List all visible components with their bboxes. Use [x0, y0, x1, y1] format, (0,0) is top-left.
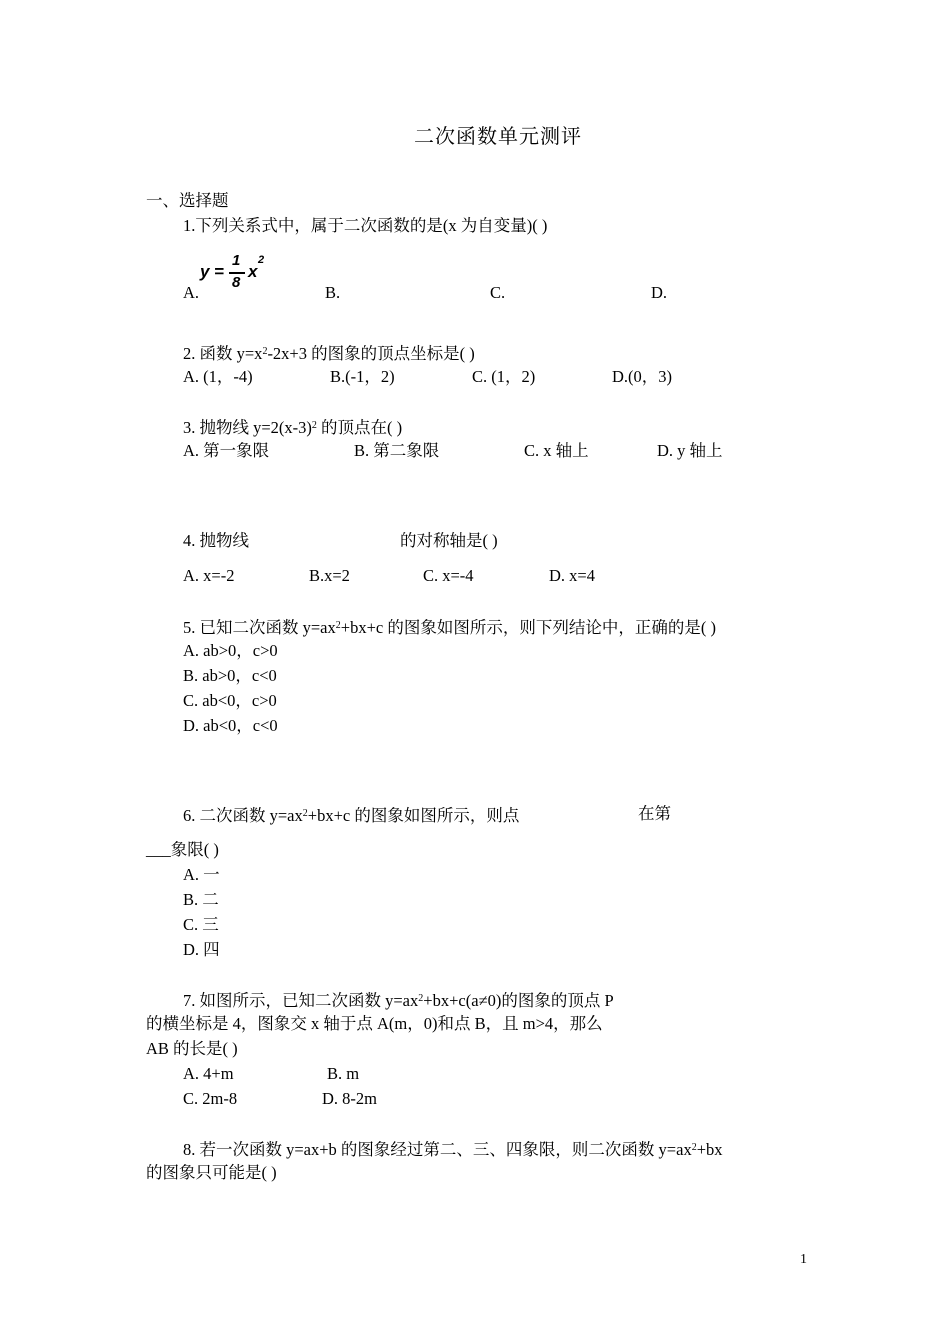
q1-option-d: D.: [651, 283, 668, 302]
q1-option-b: B.: [325, 283, 341, 302]
q7-stem-line1: 7. 如图所示，已知二次函数 $y=ax^2+bx+c(a\ne 0)$的图象的顶点 P: [183, 991, 614, 1010]
q3-option-d: D. y 轴上: [657, 441, 723, 460]
q6-option-b: B. 二: [183, 890, 219, 909]
q6-stem-line2: ___象限( ): [146, 840, 219, 859]
q2-option-d: D.(0，3): [612, 367, 673, 386]
q7-stem-line3: AB 的长是( ): [146, 1039, 238, 1058]
q3-option-a: A. 第一象限: [183, 441, 270, 460]
q7-option-c: C. 2m-8: [183, 1089, 238, 1108]
q6-option-d: D. 四: [183, 940, 220, 959]
q2-option-a: A. (1，-4): [183, 367, 253, 386]
q3-option-c: C. x 轴上: [524, 441, 589, 460]
q5-option-d: D. ab<0，c<0: [183, 716, 278, 735]
q7-option-b: B. m: [327, 1064, 360, 1083]
page-title: 二次函数单元测评: [414, 126, 582, 148]
q2-stem: 2. 函数 $y=x^2-2x+3$ 的图象的顶点坐标是( ): [183, 344, 475, 363]
q1-option-c: C.: [490, 283, 506, 302]
q4-option-a: A. x=-2: [183, 566, 235, 585]
q8-stem-line2: 的图象只可能是( ): [146, 1163, 277, 1182]
q5-option-a: A. ab>0，c>0: [183, 641, 278, 660]
q7-option-d: D. 8-2m: [322, 1089, 377, 1108]
q7-option-a: A. 4+m: [183, 1064, 234, 1083]
q2-option-c: C. (1，2): [472, 367, 536, 386]
q5-stem: 5. 已知二次函数 $y=ax^2+bx+c$ 的图象如图所示，则下列结论中，正确的是( ): [183, 618, 716, 637]
q7-stem-line2: 的横坐标是 4，图象交 x 轴于点 A(m，0)和点 B，且 m>4，那么: [146, 1014, 603, 1033]
section-heading: 一、选择题: [146, 191, 229, 210]
q4-stem-end: 的对称轴是( ): [400, 531, 498, 550]
q5-option-c: C. ab<0，c>0: [183, 691, 277, 710]
q6-stem: 6. 二次函数 $y=ax^2+bx+c$ 的图象如图所示，则点: [183, 806, 520, 825]
q6-option-c: C. 三: [183, 915, 219, 934]
q3-stem: 3. 抛物线 $y=2(x-3)^2$ 的顶点在( ): [183, 418, 403, 437]
q5-option-b: B. ab>0，c<0: [183, 666, 277, 685]
q6-stem-end: 在第: [638, 804, 671, 823]
q4-option-c: C. x=-4: [423, 566, 474, 585]
q3-option-b: B. 第二象限: [354, 441, 440, 460]
q4-option-d: D. x=4: [549, 566, 595, 585]
q1-stem: 1.下列关系式中，属于二次函数的是(x 为自变量)( ): [183, 216, 548, 235]
q8-stem-line1: 8. 若一次函数 y=ax+b 的图象经过第二、三、四象限，则二次函数 $y=ax^2+bx$: [183, 1140, 723, 1159]
q6-option-a: A. 一: [183, 865, 220, 884]
q2-option-b: B.(-1，2): [330, 367, 395, 386]
q4-option-b: B.x=2: [309, 566, 350, 585]
q4-stem-start: 4. 抛物线: [183, 531, 249, 550]
q1-formula-image: y = 1 8 x 2: [200, 252, 265, 291]
page-number: 1: [800, 1252, 807, 1267]
q1-option-a: A.: [183, 283, 200, 302]
